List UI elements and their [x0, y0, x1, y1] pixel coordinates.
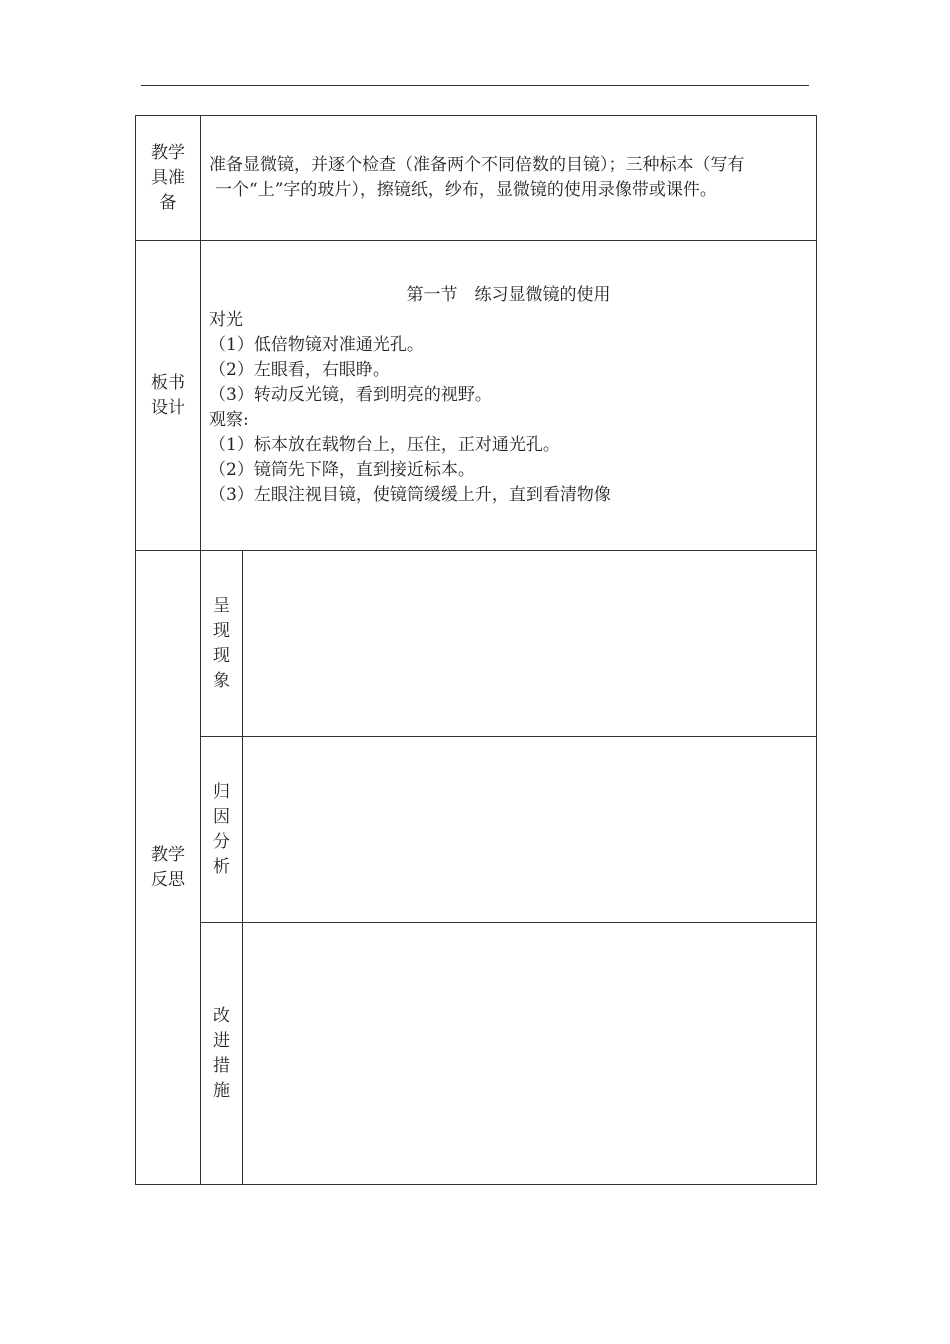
board-line: （1）低倍物镜对准通光孔。 [209, 335, 424, 355]
preparation-text-line-1: 准备显微镜，并逐个检查（准备两个不同倍数的目镜）；三种标本（写有 [209, 155, 745, 175]
board-line: 观察: [209, 410, 249, 430]
preparation-row [136, 116, 817, 241]
reflection-cause-row [136, 737, 817, 923]
cause-analysis-label: 归因分析 [201, 737, 243, 923]
preparation-content [201, 116, 817, 241]
improvement-content [243, 923, 817, 1185]
board-line: （3）左眼注视目镜，使镜筒缓缓上升，直到看清物像 [209, 485, 611, 505]
board-title: 第一节 练习显微镜的使用 [406, 285, 611, 305]
improvement-label: 改进措施 [201, 923, 243, 1185]
board-line: 对光 [209, 310, 243, 330]
phenomenon-label: 呈现现象 [201, 551, 243, 737]
board-line: （1）标本放在载物台上，压住，正对通光孔。 [209, 435, 560, 455]
board-design-row [136, 241, 817, 551]
phenomenon-content [243, 551, 817, 737]
reflection-phenomenon-row [136, 551, 817, 737]
reflection-label: 教学反思 [136, 551, 201, 1185]
board-line: （2）镜筒先下降，直到接近标本。 [209, 460, 475, 480]
preparation-label: 教学具准备 [136, 116, 201, 241]
lesson-plan-table [135, 115, 817, 1185]
cause-analysis-content [243, 737, 817, 923]
reflection-improvement-row [136, 923, 817, 1185]
preparation-text-line-2: 一个“上”字的玻片），擦镜纸，纱布，显微镜的使用录像带或课件。 [215, 180, 717, 200]
board-line: （3）转动反光镜，看到明亮的视野。 [209, 385, 492, 405]
board-design-label: 板书设计 [136, 241, 201, 551]
header-rule [141, 85, 809, 86]
board-design-content [201, 241, 817, 551]
board-line: （2）左眼看，右眼睁。 [209, 360, 390, 380]
